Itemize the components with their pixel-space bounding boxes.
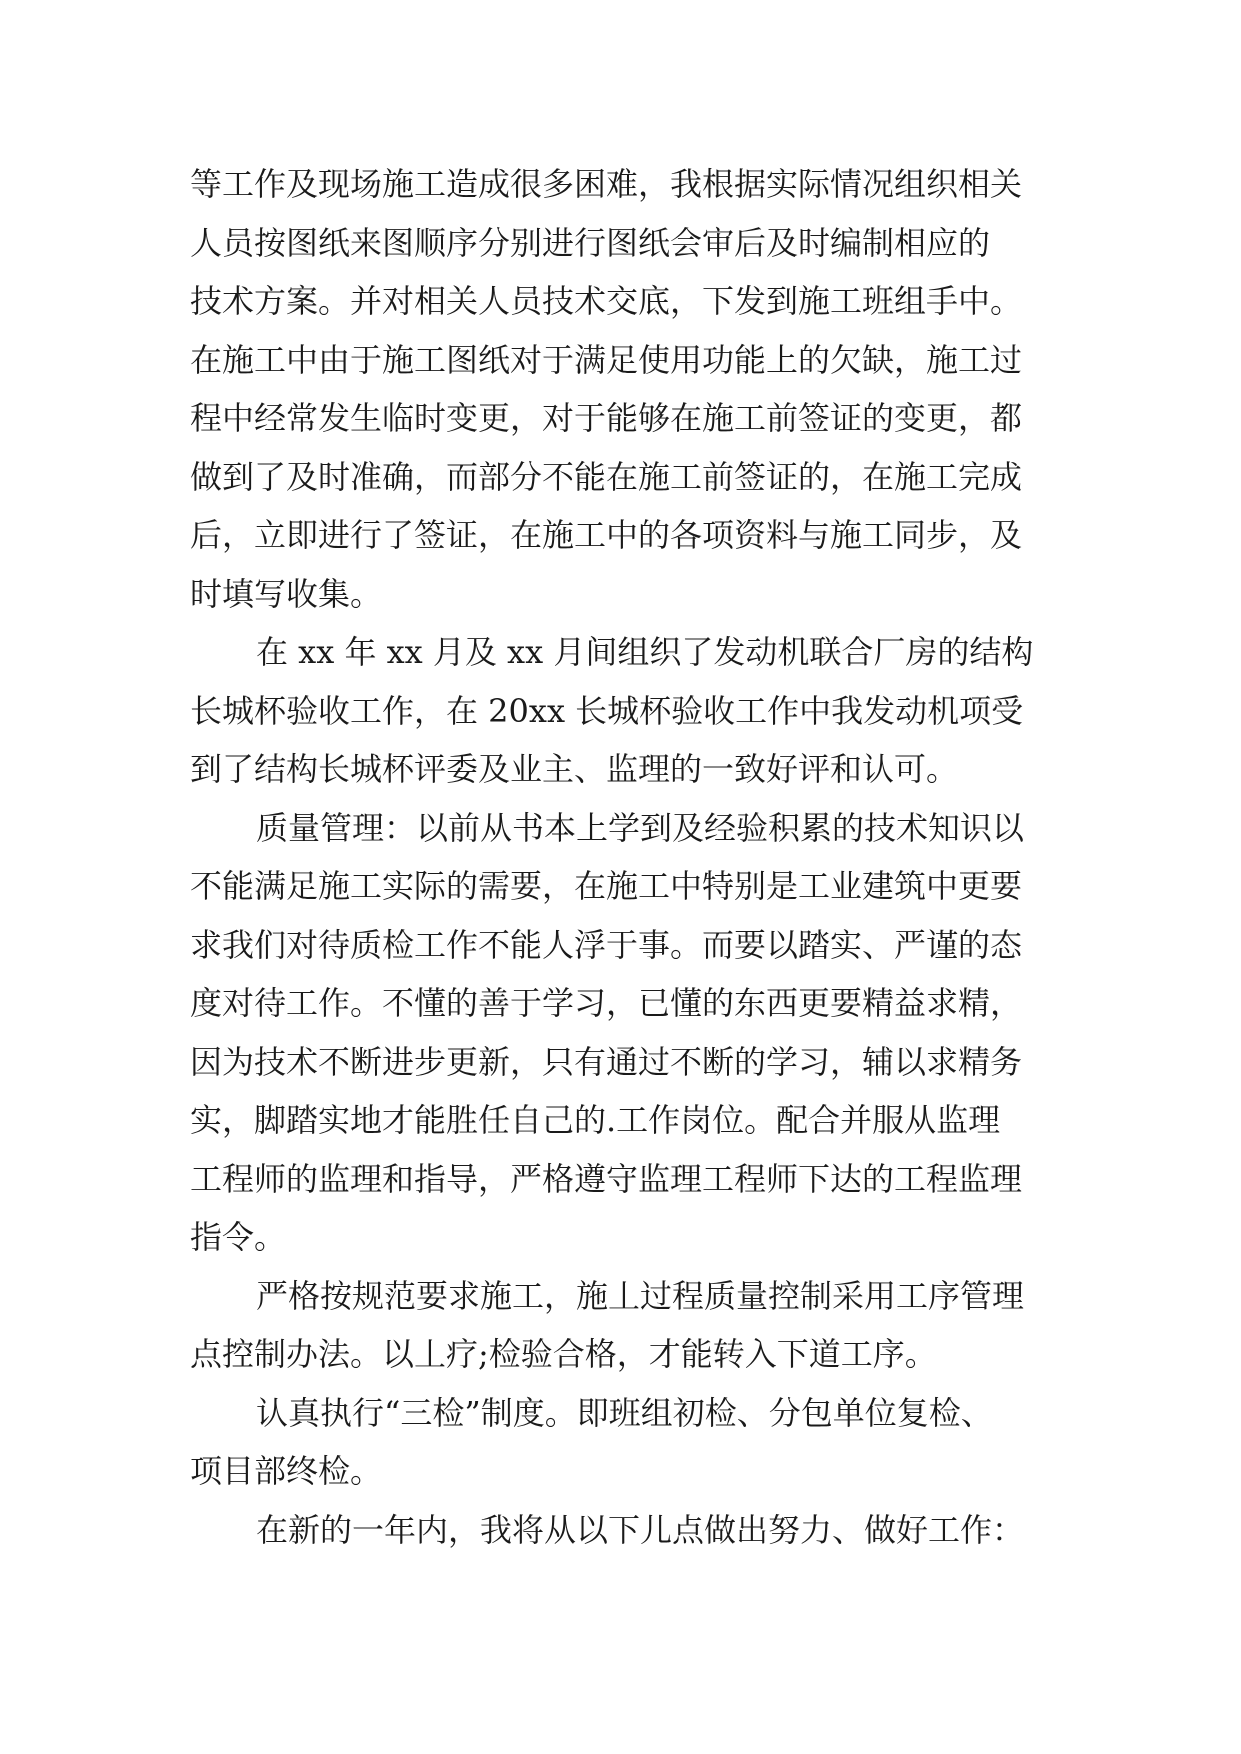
paragraph-first-line: 质量管理：以前从书本上学到及经验积累的技术知识以 xyxy=(256,808,1025,847)
paragraph-first-line: 严格按规范要求施工，施丄过程质量控制采用工序管理 xyxy=(256,1276,1025,1315)
text-line: 因为技术不断进步更新，只有通过不断的学习，辅以求精务 xyxy=(190,1042,1023,1081)
text-line: 项目部终检。 xyxy=(190,1452,383,1490)
text-line: 人员按图纸来图顺序分别进行图纸会审后及时编制相应的 xyxy=(190,223,991,262)
text-line: 做到了及时准确，而部分不能在施工前签证的，在施工完成 xyxy=(190,457,1023,496)
paragraph-first-line: 在 xx 年 xx 月及 xx 月间组织了发动机联合厂房的结构 xyxy=(256,633,1034,671)
document-body xyxy=(190,155,1070,1559)
text-line: 长城杯验收工作，在 20xx 长城杯验收工作中我发动机项受 xyxy=(190,691,1024,730)
text-line: 等工作及现场施工造成很多困难，我根据实际情况组织相关 xyxy=(190,165,1023,203)
text-line: 工程师的监理和指导，严格遵守监理工程师下达的工程监理 xyxy=(190,1159,1023,1198)
text-line: 在施工中由于施工图纸对于满足使用功能上的欠缺，施工过 xyxy=(190,340,1023,379)
text-line: 求我们对待质检工作不能人浮于事。而要以踏实、严谨的态 xyxy=(190,925,1023,964)
text-line: 到了结构长城杯评委及业主、监理的一致好评和认可。 xyxy=(190,750,959,788)
text-line: 程中经常发生临时变更，对于能够在施工前签证的变更，都 xyxy=(190,399,1023,437)
text-line: 不能满足施工实际的需要，在施工中特别是工业建筑中更要 xyxy=(190,867,1023,905)
paragraph-first-line: 在新的一年内，我将从以下儿点做出努力、做好工作： xyxy=(256,1510,1025,1549)
text-line: 实，脚踏实地才能胜任自己的.工作岗位。配合并服从监理 xyxy=(190,1101,1001,1139)
paragraph-first-line: 认真执行“三检”制度。即班组初检、分包单位复检、 xyxy=(256,1393,993,1432)
text-line: 度对待工作。不懂的善于学习，已懂的东西更要精益求精， xyxy=(190,984,1023,1022)
text-line: 时填写收集。 xyxy=(190,574,383,613)
text-line: 后，立即进行了签证，在施工中的各项资料与施工同步，及 xyxy=(190,516,1023,554)
text-line: 指令。 xyxy=(190,1218,287,1256)
text-line: 技术方案。并对相关人员技术交底，下发到施工班组手中。 xyxy=(190,282,1023,320)
text-line: 点控制办法。以丄疗;检验合格，才能转入下道工序。 xyxy=(190,1335,937,1373)
